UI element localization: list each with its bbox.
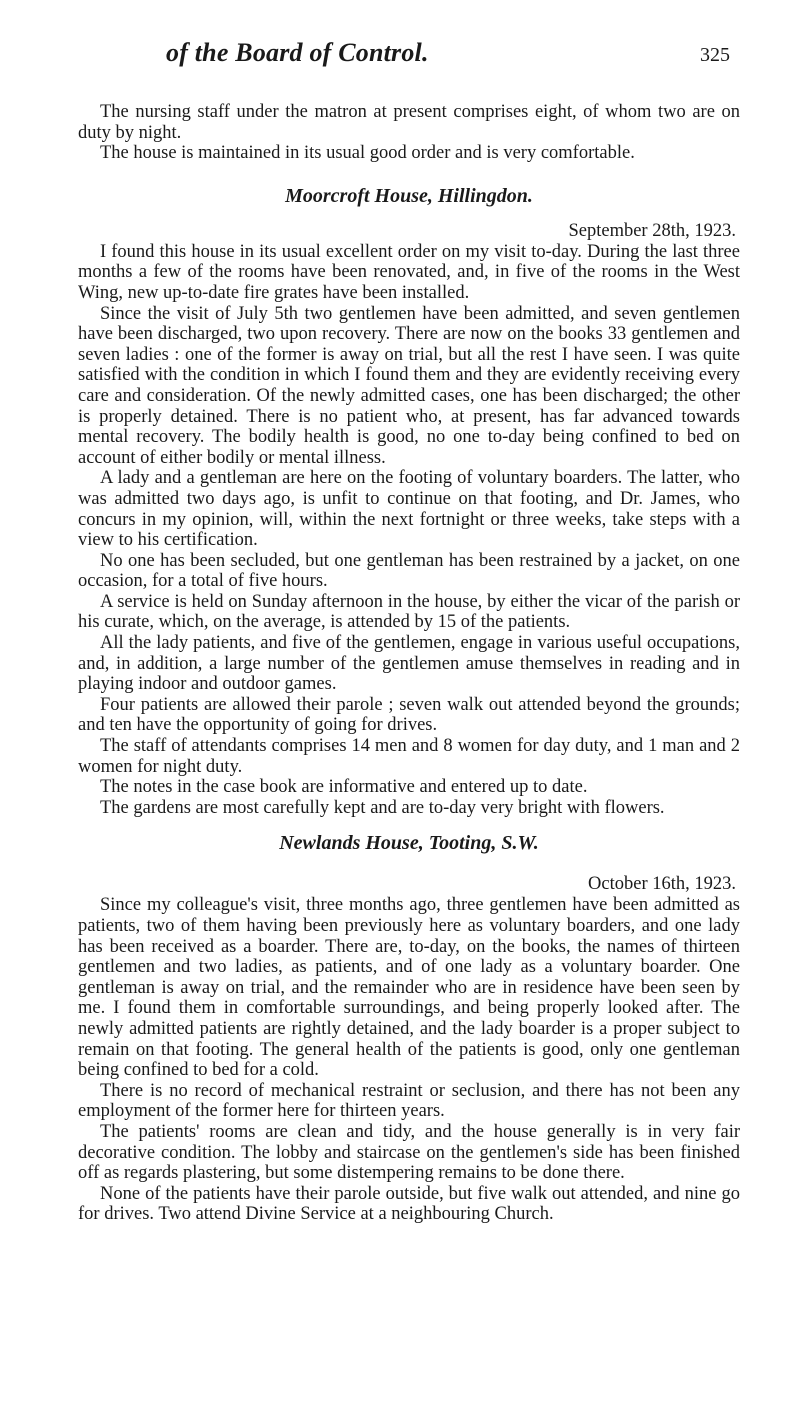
paragraph: No one has been secluded, but one gentleman has been restrained by a jacket, on one occasion, for a total of five hours. <box>78 550 740 592</box>
paragraph: There is no record of mechanical restraint or seclusion, and there has not been any employment of the former here for thirteen years. <box>78 1080 740 1122</box>
paragraph: Four patients are allowed their parole ; seven walk out attended beyond the grounds; and ten have the opportunity of going for drives. <box>78 694 740 736</box>
visit-date: September 28th, 1923. <box>568 220 736 241</box>
paragraph: I found this house in its usual excellent order on my visit to-day. During the last three months a few of the rooms have been renovated, and, in five of the rooms in the West Wing, new up-to-date fire grates have been installed. <box>78 241 740 303</box>
paragraph: The nursing staff under the matron at present comprises eight, of whom two are on duty by night. <box>78 102 740 143</box>
paragraph: A lady and a gentleman are here on the footing of voluntary boarders. The latter, who was admitted two days ago, is unfit to continue on that footing, and Dr. James, who concurs in my opinion, will, within the next fortnight or three weeks, take steps with a view to his certification. <box>78 468 740 551</box>
paragraph: The staff of attendants comprises 14 men and 8 women for day duty, and 1 man and 2 women for night duty. <box>78 736 740 777</box>
page-number: 325 <box>700 44 730 66</box>
paragraph: The notes in the case book are informative and entered up to date. <box>100 777 588 798</box>
section-heading: Newlands House, Tooting, S.W. <box>279 832 539 855</box>
paragraph: All the lady patients, and five of the gentlemen, engage in various useful occupations, and, in addition, a large number of the gentlemen amuse themselves in reading and in playing indoor and outdoor games. <box>78 633 740 695</box>
visit-date: October 16th, 1923. <box>588 874 736 895</box>
paragraph: The patients' rooms are clean and tidy, and the house generally is in very fair decorative condition. The lobby and staircase on the gentlemen's side has been finished off as regards plastering, but some distempering remains to be done there. <box>78 1121 740 1184</box>
paragraph: Since the visit of July 5th two gentlemen have been admitted, and seven gentlemen have been discharged, two upon recovery. There are now on the books 33 gentlemen and seven ladies : one of the former is away on trial, but all the rest I have seen. I was quite satisfied with the condition in which I found them and they are evidently receiving every care and consideration. Of the newly admitted cases, one has been discharged; the other is properly detained. There is no patient who, at present, has far advanced towards mental recovery. The bodily health is good, no one to-day being confined to bed on account of either bodily or mental illness. <box>78 303 740 468</box>
section-heading: Moorcroft House, Hillingdon. <box>285 184 533 207</box>
paragraph: The house is maintained in its usual good order and is very comfortable. <box>100 143 635 164</box>
paragraph: Since my colleague's visit, three months ago, three gentlemen have been admitted as patients, two of them having been previously here as voluntary boarders, and one lady has been received as a boarder. There are, to-day, on the books, the names of thirteen gentlemen and two ladies, as patients, and of one lady as a voluntary boarder. One gentleman is away on trial, and the remainder who are in residence have been seen by me. I found them in comfortable surroundings, and being properly looked after. The newly admitted patients are rightly detained, and the lady boarder is a proper subject to remain on that footing. The general health of the patients is good, only one gentleman being confined to bed for a cold. <box>78 895 740 1081</box>
running-head <box>78 32 740 74</box>
running-title: of the Board of Control. <box>166 38 429 67</box>
paragraph: A service is held on Sunday afternoon in the house, by either the vicar of the parish or his curate, which, on the average, is attended by 15 of the patients. <box>78 591 740 633</box>
paragraph: The gardens are most carefully kept and are to-day very bright with flowers. <box>100 797 665 818</box>
paragraph: None of the patients have their parole outside, but five walk out attended, and nine go for drives. Two attend Divine Service at a neighbouring Church. <box>78 1183 740 1225</box>
document-page <box>78 32 740 1225</box>
